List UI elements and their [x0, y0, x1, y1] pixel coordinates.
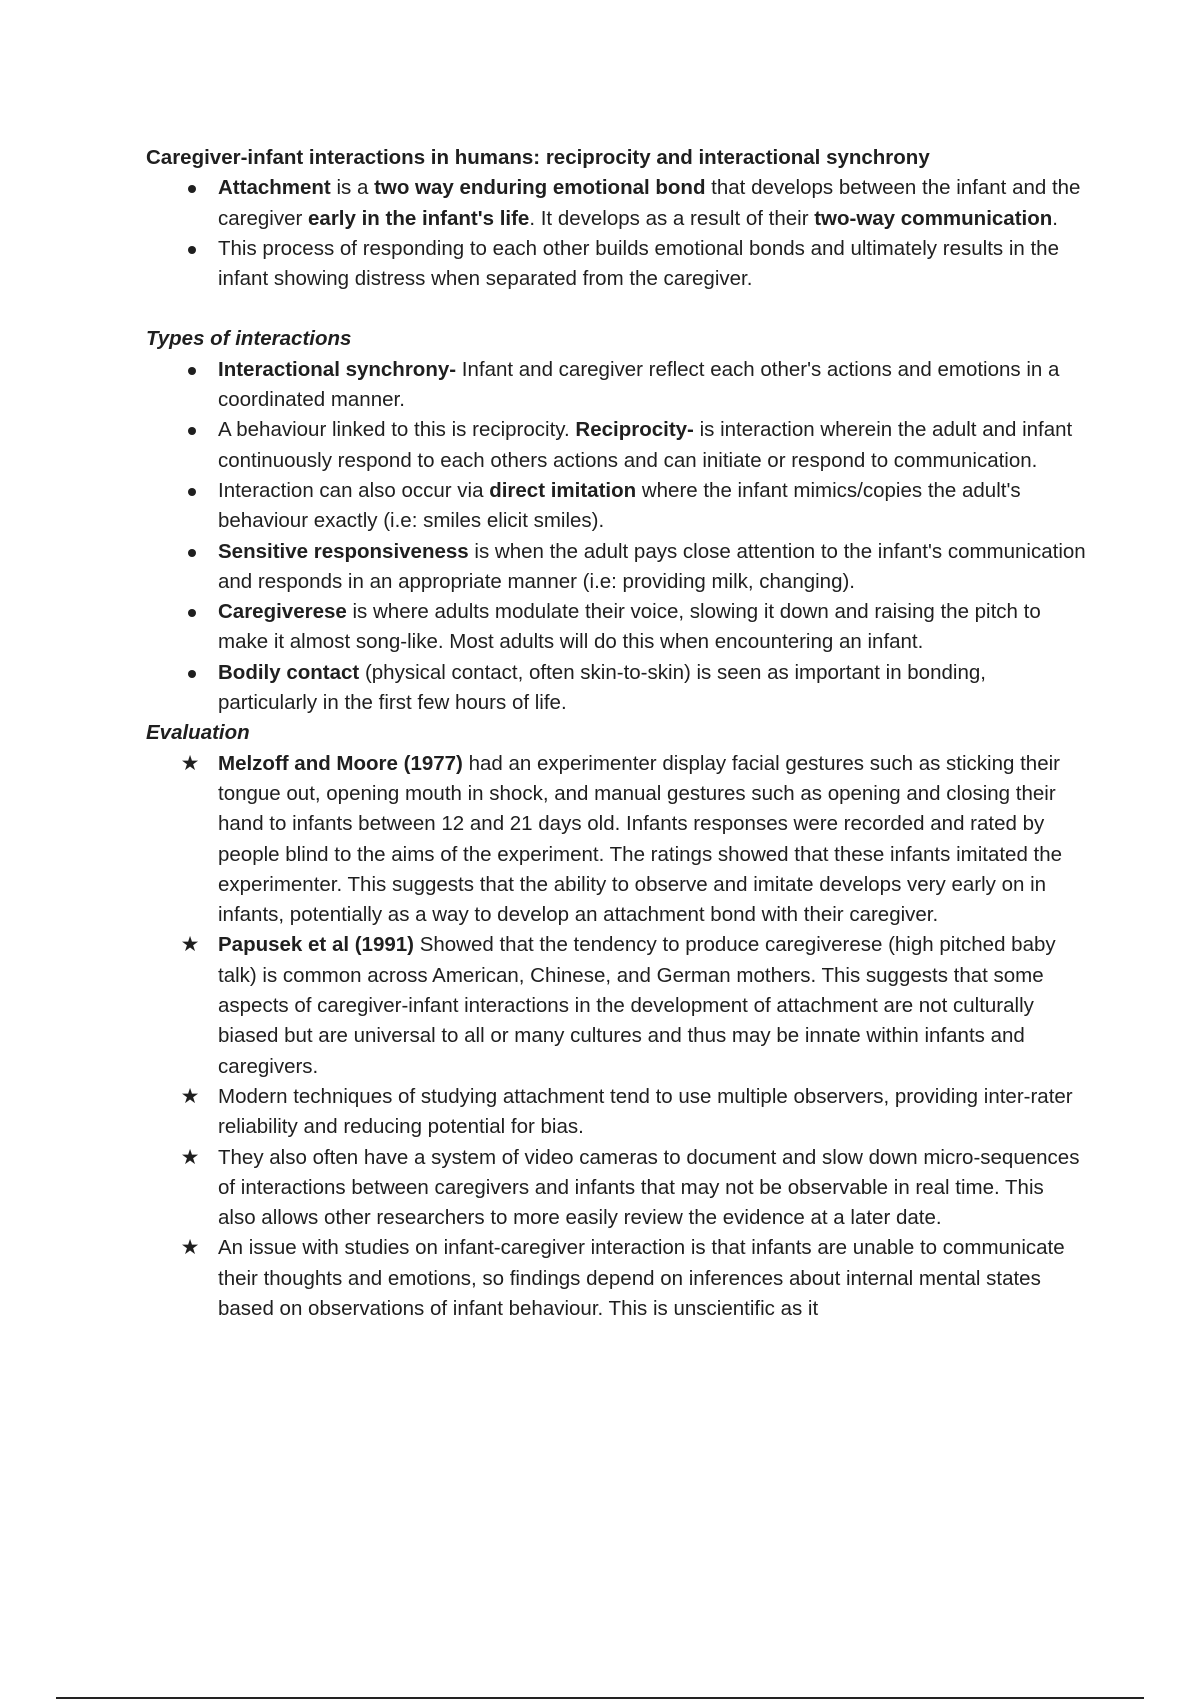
bold-term: Caregiverese: [218, 600, 347, 624]
bold-term: Attachment: [218, 176, 331, 200]
list-item: [146, 537, 1086, 598]
list-item: [146, 658, 1086, 719]
star-bullet-icon: ★: [180, 751, 200, 775]
text-run: had an experimenter display facial gestures such as sticking their tongue out, opening mouth in shock, and manual gestures such as opening and closing their hand to infants between 12 and 21 days old. Infants responses were recorded and rated by people blind to the aims of the experiment. The ratings showed that these infants imitated the experimenter. This suggests that the ability to observe and imitate develops very early on in infants, potentially as a way to develop an attachment bond with their caregiver.: [218, 751, 1063, 927]
types-heading: Types of interactions: [146, 327, 352, 351]
list-item: [146, 234, 1086, 295]
list-item: [146, 1233, 1086, 1324]
bold-term: Interactional synchrony-: [218, 357, 457, 381]
bold-term: Reciprocity-: [575, 418, 694, 442]
page-title: Caregiver-infant interactions in humans: reciprocity and interactional synchrony: [146, 146, 930, 169]
evaluation-heading: Evaluation: [146, 721, 250, 745]
bold-term: Bodily contact: [218, 660, 360, 684]
text-run: . It develops as a result of their: [529, 206, 815, 230]
bold-term: two-way communication: [814, 206, 1053, 230]
section-spacer: [146, 294, 1086, 324]
list-item: [146, 930, 1086, 1081]
text-run: where the infant mimics/copies the adult's behaviour exactly (i.e: smiles elicit smiles).: [218, 478, 1021, 533]
text-run: Showed that the tendency to produce caregiverese (high pitched baby talk) is common across American, Chinese, and German mothers. This suggests that some aspects of caregiver-infant interactions in the development of attachment are not culturally biased but are universal to all or many cultures and thus may be innate within infants and caregivers.: [218, 933, 1056, 1078]
text-run: They also often have a system of video cameras to document and slow down micro-sequences of interactions between caregivers and infants that may not be observable in real time. This also allows other researchers to more easily review the evidence at a later date.: [218, 1145, 1080, 1230]
star-bullet-icon: ★: [180, 1145, 200, 1169]
text-run: Interaction can also occur via: [218, 478, 490, 502]
list-item: [146, 355, 1086, 416]
text-run: is interaction wherein the adult and infant continuously respond to each others actions and can initiate or respond to communication.: [218, 418, 1073, 472]
text-run: This process of responding to each other builds emotional bonds and ultimately results in the infant showing distress when separated from the caregiver.: [218, 236, 1059, 291]
list-item: [146, 1143, 1086, 1234]
list-item: [146, 476, 1086, 537]
text-run: An issue with studies on infant-caregiver interaction is that infants are unable to communicate their thoughts and emotions, so findings depend on inferences about internal mental states based on observations of infant behaviour. This is unscientific as it: [218, 1236, 1065, 1320]
star-bullet-icon: ★: [180, 1236, 200, 1260]
text-run: (physical contact, often skin-to-skin) is seen as important in bonding, particularly in the first few hours of life.: [218, 660, 986, 715]
list-item: [146, 415, 1086, 476]
list-item: [146, 597, 1086, 658]
bold-term: direct imitation: [489, 478, 637, 502]
bold-term: Melzoff and Moore (1977): [218, 751, 463, 775]
bold-term: early in the infant's life: [308, 206, 530, 230]
text-run: Modern techniques of studying attachment tend to use multiple observers, providing inter-rater reliability and reducing potential for bias.: [218, 1084, 1073, 1139]
text-run: is when the adult pays close attention to the infant's communication and responds in an appropriate manner (i.e: providing milk, changing).: [218, 539, 1086, 593]
star-bullet-icon: ★: [180, 933, 200, 957]
text-run: .: [1052, 206, 1058, 230]
text-run: that develops between the infant and the caregiver: [218, 176, 1081, 230]
list-item: [146, 1082, 1086, 1143]
bold-term: Sensitive responsiveness: [218, 539, 469, 563]
bold-term: two way enduring emotional bond: [374, 176, 706, 200]
text-run: A behaviour linked to this is reciprocity.: [218, 418, 576, 442]
intro-list: [146, 173, 1086, 294]
text-run: is where adults modulate their voice, slowing it down and raising the pitch to make it almost song-like. Most adults will do this when encountering an infant.: [218, 600, 1041, 654]
document-body: [146, 143, 1086, 1324]
text-run: is a: [330, 176, 375, 200]
page-bottom-divider: [56, 1697, 1144, 1699]
bold-term: Papusek et al (1991): [218, 933, 414, 957]
evaluation-list: [146, 749, 1086, 1325]
list-item: [146, 173, 1086, 234]
star-bullet-icon: ★: [180, 1084, 200, 1108]
types-list: [146, 355, 1086, 719]
list-item: [146, 749, 1086, 931]
text-run: Infant and caregiver reflect each other's actions and emotions in a coordinated manner.: [218, 357, 1060, 412]
